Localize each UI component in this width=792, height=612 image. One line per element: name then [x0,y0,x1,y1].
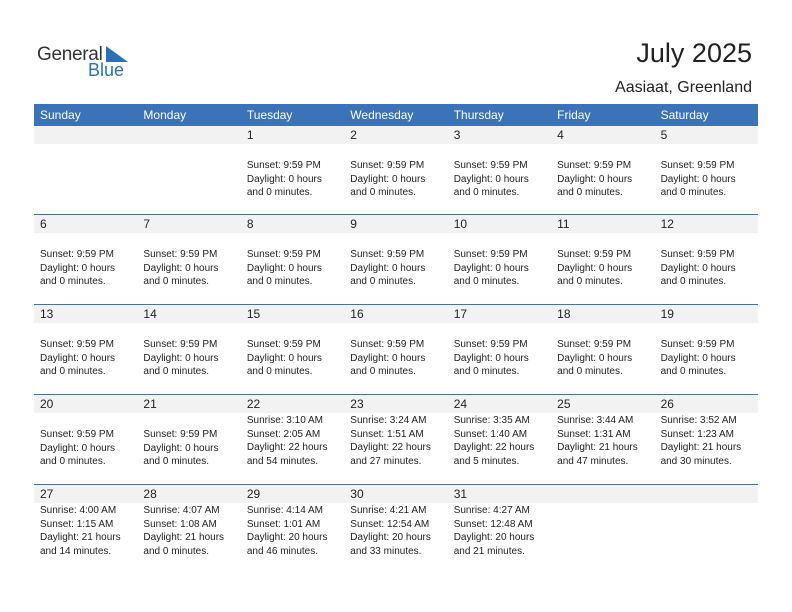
sun-info-line: Sunset: 9:59 PM [660,249,735,260]
sun-info-line: Daylight: 0 hours [246,173,322,185]
location-subtitle: Aasiaat, Greenland [615,79,752,96]
sun-info-line: Sunset: 1:01 AM [246,518,321,530]
sun-info-line: and 0 minutes. [660,187,727,198]
day-number: 17 [448,305,551,323]
day-number: 2 [344,126,447,144]
sun-info-line: Sunrise: 3:44 AM [557,415,634,426]
sun-info-line: Daylight: 0 hours [660,173,736,185]
calendar-day-cell [655,305,758,394]
sun-info-line: Daylight: 0 hours [557,262,633,274]
sun-info-line: Daylight: 0 hours [557,173,633,185]
calendar-day-cell [551,305,654,394]
weekday-sunday: Sunday [40,108,81,122]
day-sun-info [551,144,654,200]
sun-info-line: and 0 minutes. [557,187,623,198]
sun-info-line: and 5 minutes. [453,455,520,467]
sun-info-line: Sunset: 9:59 PM [246,160,321,171]
day-sun-info [241,144,344,200]
sun-info-line: Sunset: 1:08 AM [143,518,217,530]
sun-info-line: Sunrise: 4:21 AM [350,505,427,516]
day-number: 6 [34,215,137,233]
sun-info-line: Daylight: 20 hours [246,532,328,543]
sun-info-line: Daylight: 0 hours [40,262,116,274]
sun-info-line: Sunset: 1:15 AM [40,518,114,530]
sun-info-line: Daylight: 22 hours [350,442,431,453]
calendar-day-cell [344,215,447,304]
sun-info-line: Daylight: 0 hours [246,352,322,364]
calendar-day-cell [448,215,551,304]
calendar-weeks [34,126,758,575]
sun-info-line: Sunset: 9:59 PM [350,339,425,350]
sun-info-line: Sunset: 9:59 PM [350,249,425,260]
calendar-day-cell [344,126,447,214]
day-sun-info [137,233,240,289]
day-number: 21 [137,395,240,413]
calendar-day-cell [655,126,758,214]
logo-text-blue: Blue [88,60,125,80]
sun-info-line: and 0 minutes. [453,366,520,377]
day-number: 18 [551,305,654,323]
sun-info-line: and 0 minutes. [143,276,210,287]
day-number: 25 [551,395,654,413]
sun-info-line: Daylight: 0 hours [350,352,426,364]
day-number [137,126,240,144]
calendar-day-cell [551,215,654,304]
day-sun-info [344,144,447,200]
sun-info-line: Daylight: 0 hours [40,442,116,454]
day-sun-info [344,503,447,558]
sun-info-line: and 0 minutes. [143,456,210,467]
sun-info-line: Sunrise: 4:14 AM [246,505,323,516]
day-sun-info [551,323,654,379]
sun-info-line: Daylight: 0 hours [350,262,426,274]
sun-info-line: Sunset: 9:59 PM [557,339,632,350]
calendar-day-cell [655,395,758,484]
day-sun-info [137,323,240,379]
weekday-friday: Friday [557,108,591,122]
sun-info-line: Sunset: 9:59 PM [453,339,528,350]
calendar-day-cell [448,485,551,575]
calendar-day-cell [551,395,654,484]
day-number: 23 [344,395,447,413]
day-sun-info [344,323,447,379]
sun-info-line: Daylight: 20 hours [453,532,535,543]
sun-info-line: Sunrise: 4:00 AM [40,505,117,516]
calendar-day-cell [551,126,654,214]
sun-info-line: and 0 minutes. [350,187,416,198]
weekday-monday: Monday [143,108,187,122]
day-number: 11 [551,215,654,233]
sun-info-line: Daylight: 0 hours [660,352,736,364]
weekday-tuesday: Tuesday [246,108,293,122]
day-number: 26 [655,395,758,413]
sun-info-line: and 0 minutes. [453,187,520,198]
day-sun-info [344,233,447,289]
sun-info-line: Daylight: 0 hours [350,173,426,185]
sun-info-line: Daylight: 0 hours [557,352,633,364]
day-sun-info [34,233,137,289]
day-number: 20 [34,395,137,413]
calendar-week [34,215,758,305]
day-sun-info [448,323,551,379]
calendar-day-cell [34,395,137,484]
day-number: 15 [241,305,344,323]
day-sun-info [448,413,551,468]
weekday-saturday: Saturday [660,108,709,122]
sun-info-line: and 0 minutes. [143,545,210,557]
day-number: 27 [34,485,137,503]
sun-info-line: Daylight: 21 hours [143,532,225,543]
day-sun-info [137,503,240,558]
sun-info-line: Daylight: 20 hours [350,532,431,543]
calendar-day-cell [34,215,137,304]
sun-info-line: Sunset: 9:59 PM [453,160,528,171]
calendar-day-cell [241,305,344,394]
sun-info-line: Sunset: 9:59 PM [143,339,218,350]
sun-info-line: Sunset: 9:59 PM [350,160,425,171]
calendar-day-cell [448,126,551,214]
day-sun-info [137,413,240,469]
day-sun-info [448,503,551,558]
calendar-day-cell [137,395,240,484]
calendar-day-cell [137,305,240,394]
sun-info-line: and 14 minutes. [40,545,112,557]
sun-info-line: Sunrise: 4:27 AM [453,505,530,516]
day-sun-info [448,144,551,200]
sun-info-line: Daylight: 22 hours [246,442,328,453]
calendar-day-cell [655,215,758,304]
day-number: 9 [344,215,447,233]
day-sun-info [655,144,758,200]
day-sun-info [241,413,344,468]
sun-info-line: Sunset: 9:59 PM [143,249,218,260]
calendar-day-cell [448,305,551,394]
sun-info-line: Daylight: 0 hours [143,352,219,364]
calendar-day-cell [551,485,654,575]
day-sun-info [655,233,758,289]
sun-info-line: Sunset: 9:59 PM [246,249,321,260]
calendar-week [34,395,758,485]
sun-info-line: Daylight: 0 hours [660,262,736,274]
sun-info-line: and 0 minutes. [453,276,520,287]
day-sun-info [448,233,551,289]
sun-info-line: Sunset: 9:59 PM [453,249,528,260]
day-number: 7 [137,215,240,233]
day-number: 13 [34,305,137,323]
sun-info-line: and 54 minutes. [246,455,319,467]
day-sun-info [344,413,447,468]
day-number [34,126,137,144]
sun-info-line: Sunset: 9:59 PM [660,160,735,171]
sun-info-line: Daylight: 0 hours [453,173,529,185]
day-number: 28 [137,485,240,503]
calendar-day-cell [137,485,240,575]
day-number: 8 [241,215,344,233]
sun-info-line: Daylight: 0 hours [453,352,529,364]
calendar-week [34,126,758,215]
sun-info-line: Sunset: 9:59 PM [40,429,114,440]
calendar-day-cell [344,395,447,484]
sun-info-line: Daylight: 21 hours [40,532,121,543]
sun-info-line: Daylight: 21 hours [557,442,638,453]
sun-info-line: Sunset: 12:48 AM [453,518,533,530]
calendar-grid [34,104,758,575]
calendar-day-cell [34,126,137,214]
calendar-day-cell [34,305,137,394]
day-sun-info [34,323,137,379]
day-sun-info [551,233,654,289]
calendar-week [34,305,758,395]
sun-info-line: Sunset: 1:40 AM [453,428,528,440]
sun-info-line: and 0 minutes. [350,366,416,377]
sun-info-line: Sunset: 1:31 AM [557,428,631,440]
sun-info-line: and 27 minutes. [350,455,422,467]
day-number: 24 [448,395,551,413]
sun-info-line: Daylight: 0 hours [246,262,322,274]
sun-info-line: and 0 minutes. [350,276,416,287]
sun-info-line: and 0 minutes. [660,276,727,287]
sun-info-line: and 0 minutes. [246,187,313,198]
sun-info-line: Sunset: 2:05 AM [246,428,321,440]
sun-info-line: Sunset: 9:59 PM [40,249,114,260]
calendar-week [34,485,758,575]
sun-info-line: Sunrise: 4:07 AM [143,505,220,516]
sun-info-line: and 21 minutes. [453,545,525,557]
day-number: 5 [655,126,758,144]
sun-info-line: and 30 minutes. [660,455,732,467]
sun-info-line: Sunset: 9:59 PM [557,160,632,171]
day-sun-info [34,503,137,558]
sun-info-line: Daylight: 0 hours [453,262,529,274]
day-sun-info [34,413,137,469]
brand-logo [36,42,146,82]
sun-info-line: Sunset: 12:54 AM [350,518,430,530]
day-sun-info [241,233,344,289]
day-sun-info [655,323,758,379]
day-number [551,485,654,503]
sun-info-line: and 46 minutes. [246,545,319,557]
sun-info-line: and 0 minutes. [660,366,727,377]
sun-info-line: and 0 minutes. [40,456,106,467]
day-sun-info [241,323,344,379]
sun-info-line: Daylight: 0 hours [143,442,219,454]
day-number: 22 [241,395,344,413]
sun-info-line: Daylight: 21 hours [660,442,742,453]
day-sun-info [551,413,654,468]
calendar-day-cell [137,126,240,214]
sun-info-line: and 0 minutes. [40,276,106,287]
day-number: 19 [655,305,758,323]
calendar-day-cell [448,395,551,484]
day-number: 30 [344,485,447,503]
calendar-day-cell [344,485,447,575]
sun-info-line: and 0 minutes. [557,366,623,377]
sun-info-line: Sunset: 1:51 AM [350,428,424,440]
day-sun-info [655,413,758,468]
sun-info-line: Sunset: 9:59 PM [40,339,114,350]
sun-info-line: Daylight: 22 hours [453,442,535,453]
sun-info-line: and 0 minutes. [40,366,106,377]
weekday-thursday: Thursday [453,108,504,122]
sun-info-line: Sunset: 9:59 PM [660,339,735,350]
sun-info-line: and 0 minutes. [246,366,313,377]
sun-info-line: Sunrise: 3:52 AM [660,415,737,426]
weekday-wednesday: Wednesday [350,108,414,122]
sun-info-line: Daylight: 0 hours [143,262,219,274]
page-title: July 2025 [636,38,752,68]
day-number: 12 [655,215,758,233]
sun-info-line: Sunset: 9:59 PM [143,429,218,440]
day-number: 31 [448,485,551,503]
day-number: 4 [551,126,654,144]
sun-info-line: Sunset: 9:59 PM [557,249,632,260]
sun-info-line: Sunrise: 3:35 AM [453,415,530,426]
sun-info-line: Sunset: 1:23 AM [660,428,734,440]
calendar-day-cell [34,485,137,575]
calendar-day-cell [241,395,344,484]
calendar-day-cell [655,485,758,575]
sun-info-line: Sunset: 9:59 PM [246,339,321,350]
day-number: 1 [241,126,344,144]
day-number: 14 [137,305,240,323]
calendar-day-cell [241,126,344,214]
calendar-day-cell [241,215,344,304]
sun-info-line: and 0 minutes. [143,366,210,377]
sun-info-line: and 47 minutes. [557,455,629,467]
day-number: 29 [241,485,344,503]
logo-text-general: General [37,44,103,65]
calendar-day-cell [137,215,240,304]
calendar-day-cell [241,485,344,575]
day-number: 3 [448,126,551,144]
sun-info-line: and 0 minutes. [557,276,623,287]
sun-info-line: Daylight: 0 hours [40,352,116,364]
weekday-header [34,104,758,126]
sun-info-line: Sunrise: 3:10 AM [246,415,323,426]
day-sun-info [241,503,344,558]
calendar-day-cell [344,305,447,394]
sun-info-line: Sunrise: 3:24 AM [350,415,427,426]
day-number: 10 [448,215,551,233]
day-number: 16 [344,305,447,323]
sun-info-line: and 0 minutes. [246,276,313,287]
day-number [655,485,758,503]
sun-info-line: and 33 minutes. [350,545,422,557]
